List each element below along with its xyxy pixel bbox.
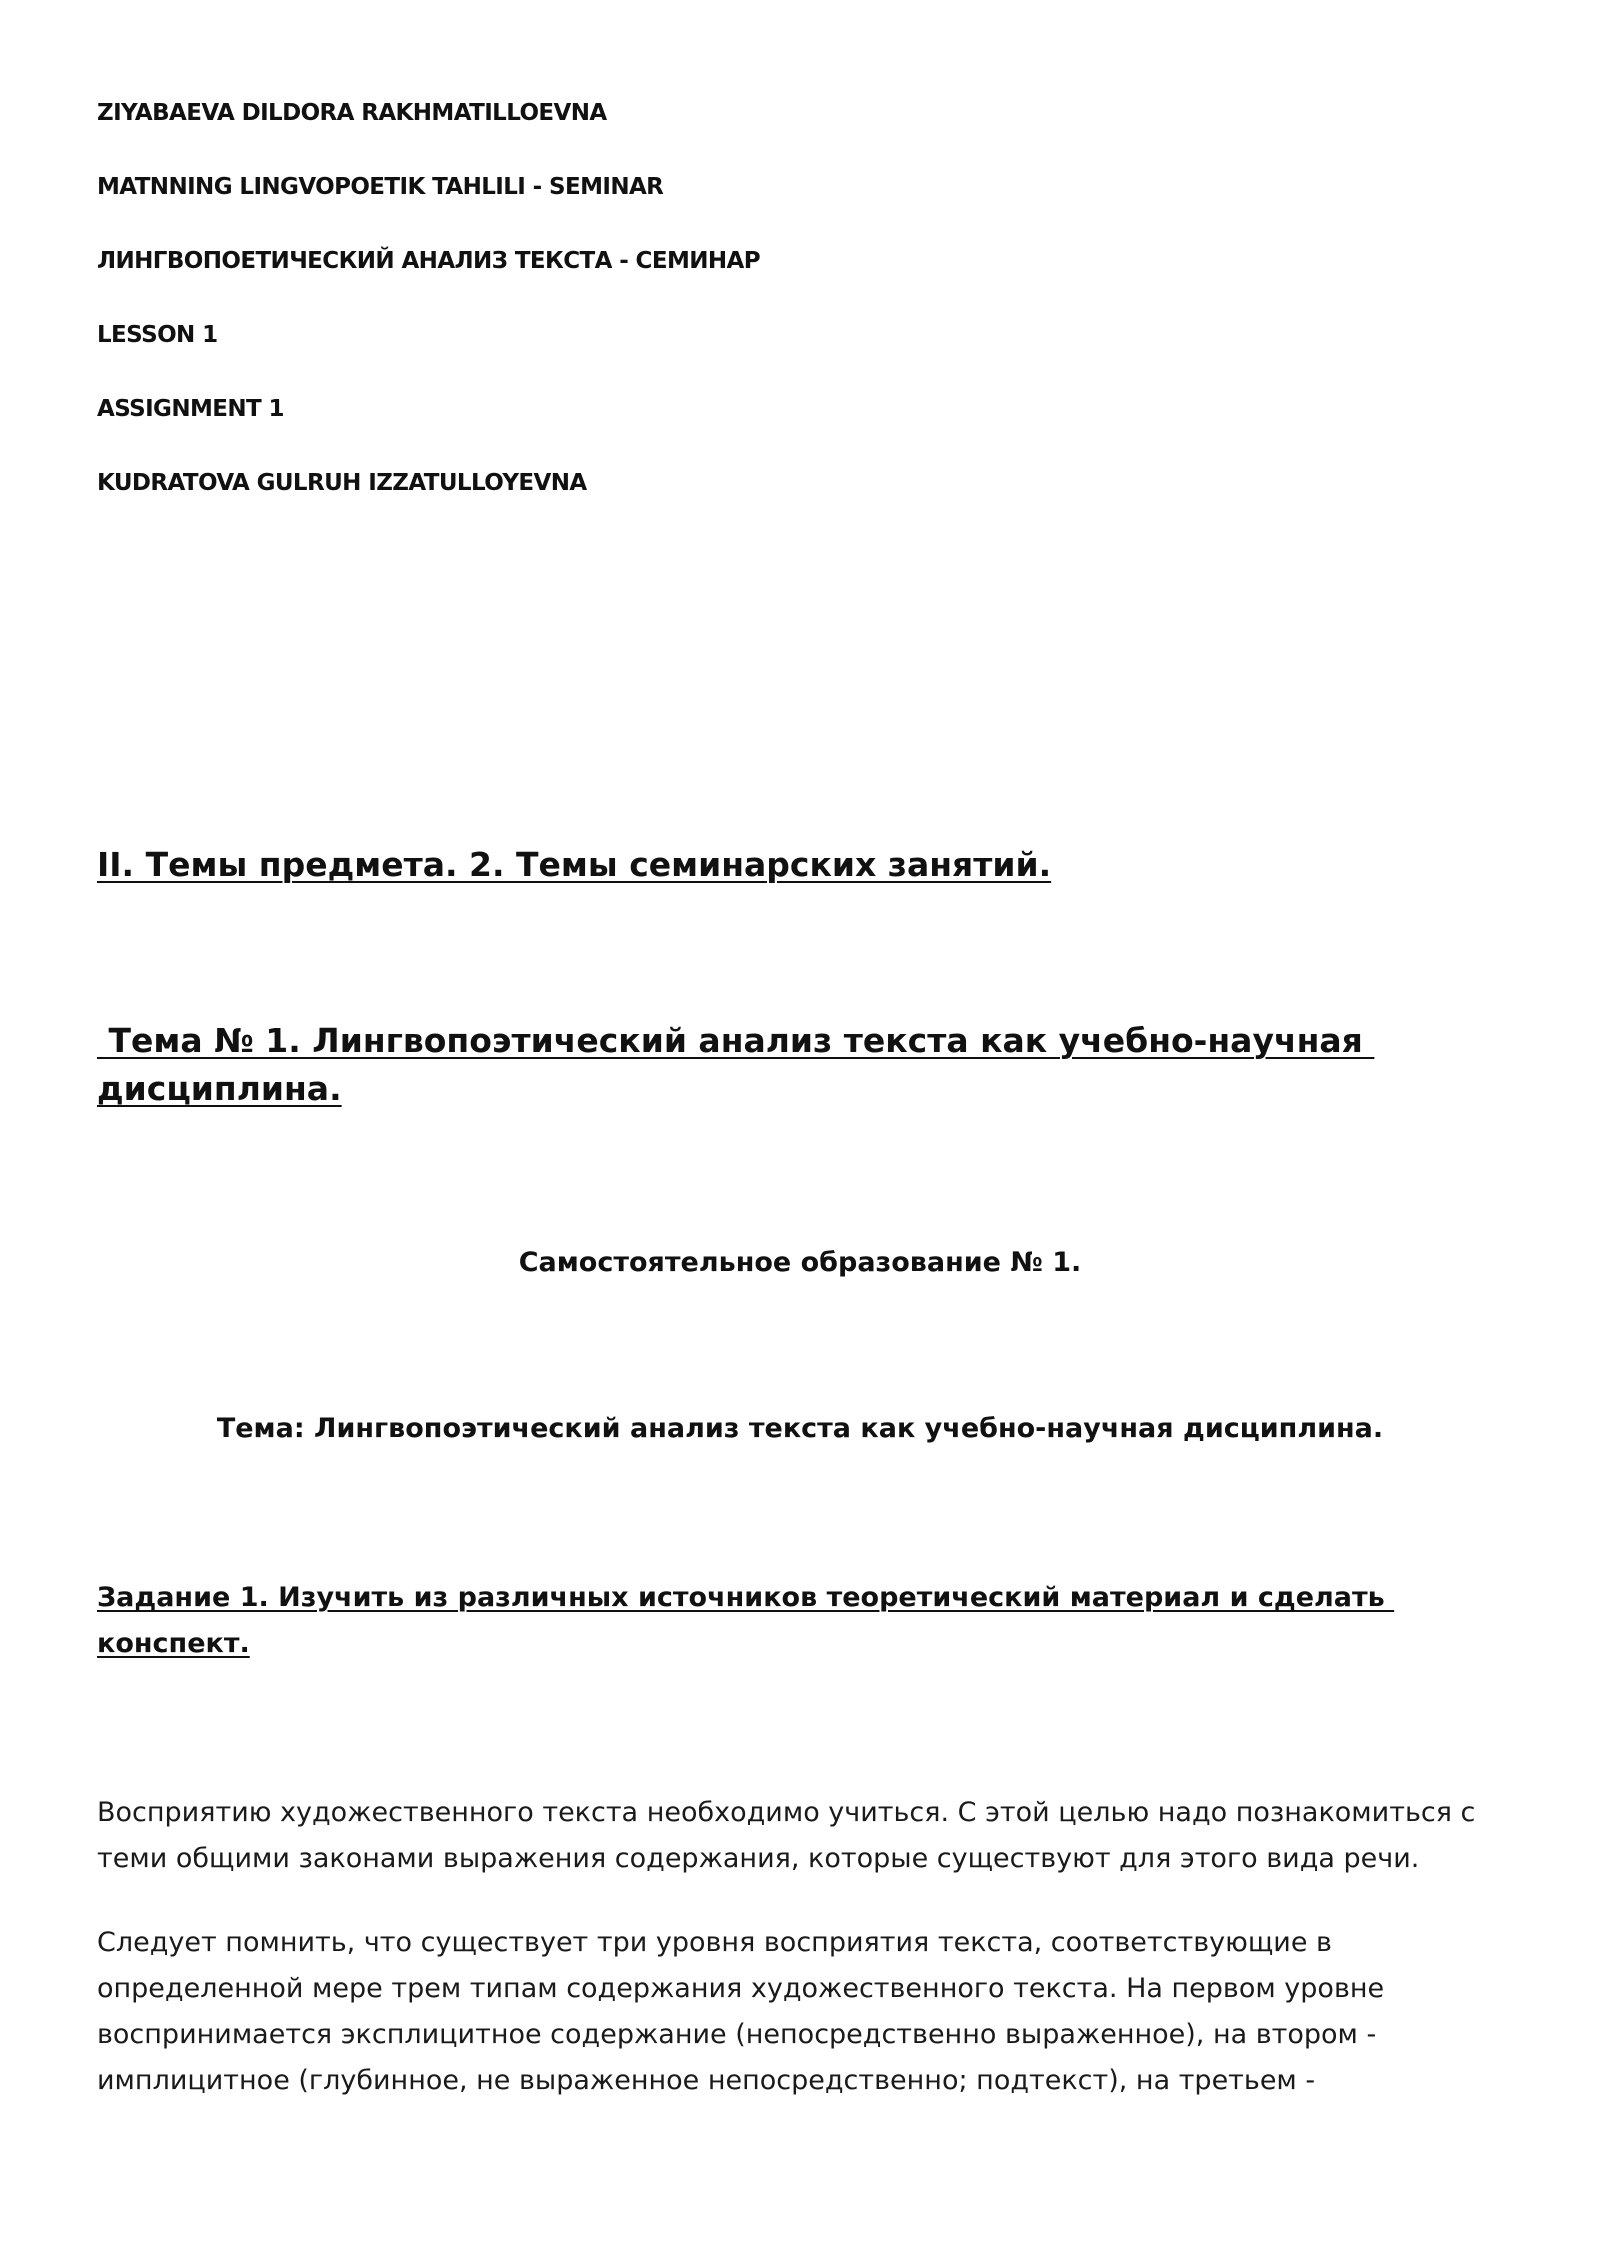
task-heading-line-1: Задание 1. Изучить из различных источников теоретический материал и сделать bbox=[97, 1582, 1395, 1613]
course-title-uz: MATNNING LINGVOPOETIK TAHLILI - SEMINAR bbox=[97, 174, 664, 200]
paragraph-2-line-4: имплицитное (глубинное, не выраженное непосредственно; подтекст), на третьем - bbox=[97, 2065, 1316, 2096]
theme-title: Тема: Лингвопоэтический анализ текста как учебно-научная дисциплина. bbox=[216, 1413, 1384, 1444]
paragraph-2-line-2: определенной мере трем типам содержания художественного текста. На первом уровне bbox=[97, 1973, 1385, 2004]
paragraph-1-line-1: Восприятию художественного текста необходимо учиться. С этой целью надо познакомиться с bbox=[97, 1797, 1476, 1828]
task-heading-line-2: конспект. bbox=[97, 1628, 250, 1659]
paragraph-1-line-2: теми общими законами выражения содержания, которые существуют для этого вида речи. bbox=[97, 1843, 1420, 1874]
section-heading: II. Темы предмета. 2. Темы семинарских занятий. bbox=[97, 845, 1052, 884]
course-title-ru: ЛИНГВОПОЕТИЧЕСКИЙ АНАЛИЗ ТЕКСТА - СЕМИНАР bbox=[97, 248, 760, 274]
self-study-title: Самостоятельное образование № 1. bbox=[518, 1247, 1082, 1278]
student-name: KUDRATOVA GULRUH IZZATULLOYEVNA bbox=[97, 470, 587, 496]
author-name: ZIYABAEVA DILDORA RAKHMATILLOEVNA bbox=[97, 100, 607, 126]
topic-heading-line-2: дисциплина. bbox=[97, 1069, 342, 1108]
assignment-label: ASSIGNMENT 1 bbox=[97, 396, 284, 422]
paragraph-2-line-1: Следует помнить, что существует три уровня восприятия текста, соответствующие в bbox=[97, 1927, 1332, 1958]
topic-heading bbox=[97, 1017, 1517, 1113]
topic-heading-line-1: Тема № 1. Лингвопоэтический анализ текста как учебно-научная bbox=[97, 1021, 1375, 1060]
lesson-label: LESSON 1 bbox=[97, 322, 218, 348]
paragraph-1 bbox=[97, 1790, 1537, 1882]
paragraph-2-line-3: воспринимается эксплицитное содержание (непосредственно выраженное), на втором - bbox=[97, 2019, 1377, 2050]
paragraph-2 bbox=[97, 1920, 1537, 2104]
task-heading bbox=[97, 1575, 1517, 1667]
